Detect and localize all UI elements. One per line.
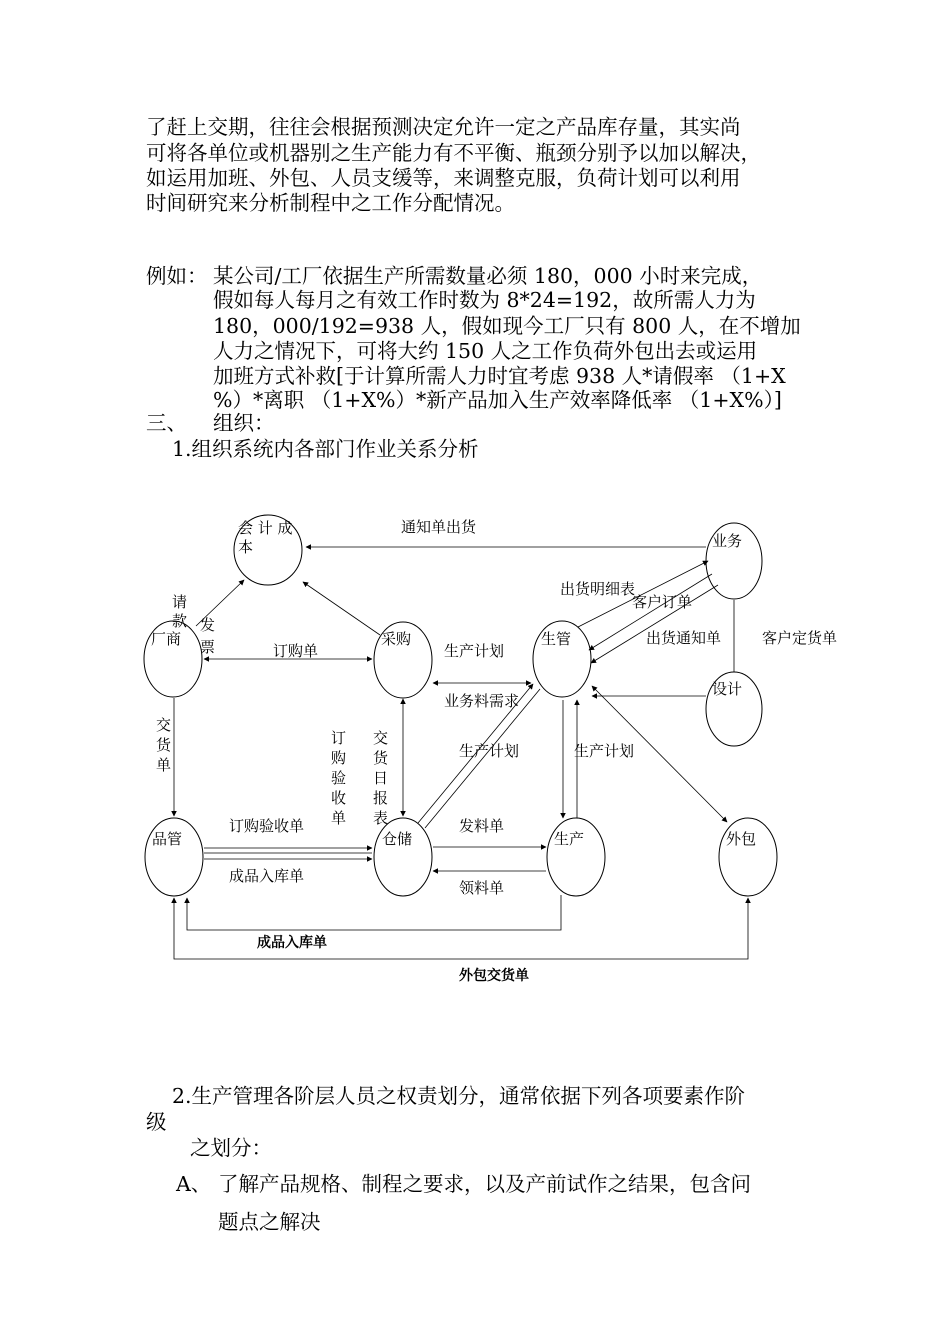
item-a-letter: A、 — [176, 1172, 212, 1196]
node-label-shengchan: 生产 — [554, 830, 585, 848]
node-label-shengguan: 生管 — [541, 630, 572, 648]
example-line-4: 人力之情况下，可将大约 150 人之工作负荷外包出去或运用 — [213, 339, 758, 363]
node-label-cangchu: 仓储 — [382, 830, 413, 848]
example-line-1: 某公司/工厂依据生产所需数量必须 180，000 小时来完成， — [213, 264, 763, 288]
example-line-5: 加班方式补救[于计算所需人力时宜考虑 938 人*请假率 （1+X — [213, 364, 786, 388]
label-dinggou-yanshou-v-3: 验 — [331, 769, 347, 787]
label-dinggou-yanshou: 订购验收单 — [229, 817, 305, 835]
label-lingliao: 领料单 — [459, 879, 505, 897]
label-qingkuan-2: 款 — [172, 612, 188, 630]
node-label-yewu: 业务 — [712, 532, 743, 550]
node-label-pinguan: 品管 — [152, 830, 183, 848]
label-jiaohuo-dan-3: 单 — [156, 756, 172, 774]
label-jiaohuo-ribao-4: 报 — [373, 789, 389, 807]
section-number: 三、 — [146, 411, 187, 435]
label-waibao-jiaohuo: 外包交货单 — [459, 968, 529, 984]
label-shengchan-jihua-1: 生产计划 — [444, 642, 505, 660]
paragraph-line-3: 如运用加班、外包、人员支缓等，来调整克服，负荷计划可以利用 — [146, 166, 741, 190]
label-jiaohuo-ribao-3: 日 — [373, 769, 389, 787]
node-label-waibao: 外包 — [726, 830, 757, 848]
label-shengchan-jihua-3: 生产计划 — [574, 742, 635, 760]
example-line-2: 假如每人每月之有效工作时数为 8*24=192，故所需人力为 — [213, 288, 756, 312]
label-yewu-liao: 业务料需求 — [444, 692, 520, 710]
label-shengchan-jihua-2: 生产计划 — [459, 742, 520, 760]
label-chengpin-ruku-bold: 成品入库单 — [257, 935, 327, 951]
label-dinggou: 订购单 — [273, 642, 319, 660]
example-line-6: %）*离职 （1+X%）*新产品加入生产效率降低率 （1+X%）] — [213, 388, 782, 412]
item-2-line-2: 级 — [146, 1110, 167, 1134]
label-jiaohuo-ribao-2: 货 — [373, 749, 389, 767]
label-chuhuo-mingxi: 出货明细表 — [560, 580, 636, 598]
node-label-changshang: 厂商 — [151, 630, 182, 648]
label-qingkuan-1: 请 — [172, 593, 188, 611]
node-label-caigou: 采购 — [381, 630, 412, 648]
example-line-3: 180，000/192=938 人，假如现今工厂只有 800 人，在不增加 — [213, 314, 801, 338]
node-label-sheji: 设计 — [712, 680, 743, 698]
label-chengpin-ruku: 成品入库单 — [229, 867, 305, 885]
item-a-line-2: 题点之解决 — [218, 1210, 321, 1234]
label-tongzhi: 通知单出货 — [401, 518, 477, 536]
item-2-line-3: 之划分： — [190, 1136, 272, 1160]
label-fapiao-1: 发 — [200, 616, 216, 634]
paragraph-line-4: 时间研究来分析制程中之工作分配情况。 — [146, 191, 515, 215]
example-prefix: 例如： — [146, 264, 208, 288]
label-dinggou-yanshou-v-2: 购 — [331, 749, 347, 767]
label-faliao: 发料单 — [459, 817, 505, 835]
label-fapiao-2: 票 — [200, 638, 216, 656]
label-jiaohuo-dan-2: 货 — [156, 736, 172, 754]
edge-shengchan-pinguan — [187, 895, 561, 930]
label-jiaohuo-ribao-1: 交 — [373, 729, 389, 747]
edge-caigou-kuaiji — [303, 582, 380, 635]
node-label-kuaiji: 会 计 成 — [238, 519, 293, 537]
item-2-line-1: 2.生产管理各阶层人员之权责划分，通常依据下列各项要素作阶 — [172, 1084, 746, 1108]
label-kehu-dingdan: 客户订单 — [632, 593, 693, 611]
label-chuhuo-tongzhi: 出货通知单 — [646, 629, 722, 647]
section-title: 组织： — [213, 411, 275, 435]
paragraph-line-1: 了赶上交期，往往会根据预测决定允许一定之产品库存量，其实尚 — [146, 115, 741, 139]
label-jiaohuo-dan-1: 交 — [156, 716, 172, 734]
label-jiaohuo-ribao-5: 表 — [373, 809, 389, 827]
node-label-kuaiji-2: 本 — [238, 538, 254, 556]
label-kehu-dinghuo: 客户定货单 — [762, 629, 838, 647]
item-1-heading: 1.组织系统内各部门作业关系分析 — [172, 437, 479, 461]
label-dinggou-yanshou-v-1: 订 — [331, 729, 347, 747]
item-a-line-1: 了解产品规格、制程之要求，以及产前试作之结果，包含问 — [218, 1172, 751, 1196]
label-dinggou-yanshou-v-5: 单 — [331, 809, 347, 827]
label-dinggou-yanshou-v-4: 收 — [331, 789, 347, 807]
paragraph-line-2: 可将各单位或机器别之生产能力有不平衡、瓶颈分别予以加以解决， — [146, 141, 761, 165]
